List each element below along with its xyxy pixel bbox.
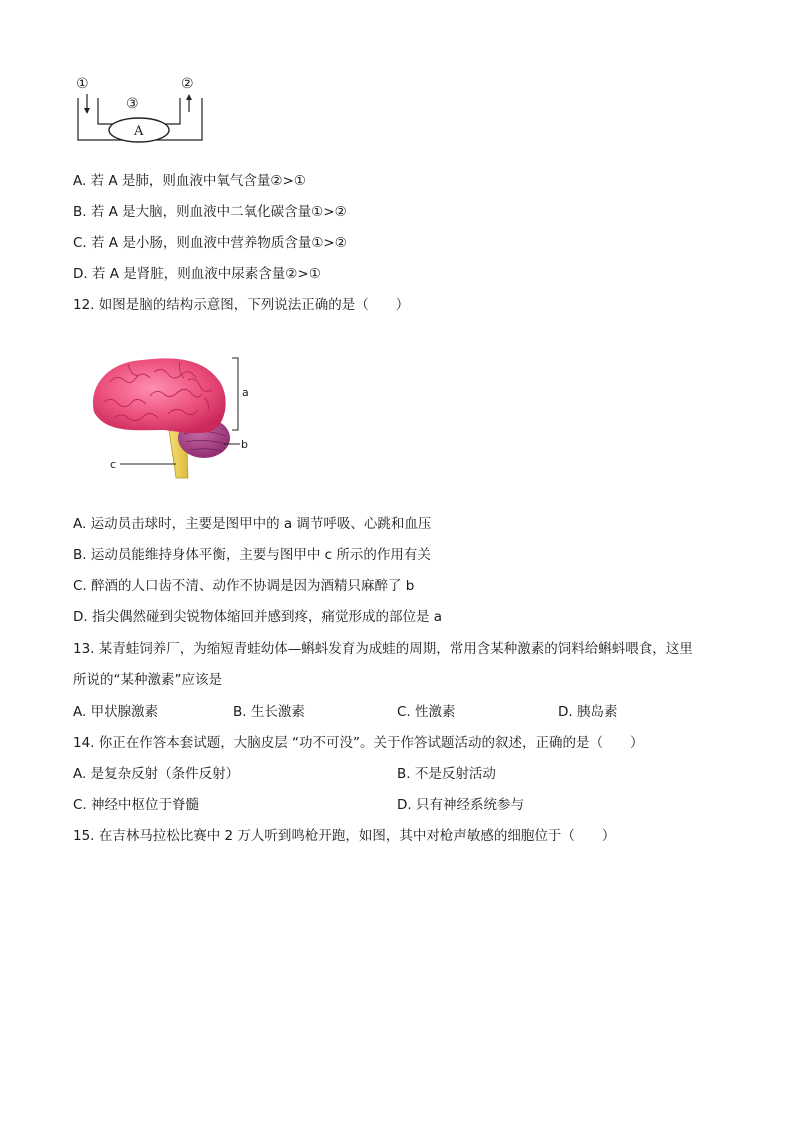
q11-option-d: D. 若 A 是肾脏，则血液中尿素含量②>①: [73, 266, 321, 282]
label-b: b: [241, 438, 248, 451]
label-3: ③: [126, 96, 139, 112]
q14-stem: 14. 你正在作答本套试题，大脑皮层 “功不可没”。关于作答试题活动的叙述，正确的是（ ）: [73, 735, 644, 751]
q13-option-c: C. 性激素: [397, 704, 456, 720]
q13-option-a: A. 甲状腺激素: [73, 704, 159, 720]
label-c: c: [110, 458, 117, 471]
q11-option-a: A. 若 A 是肺，则血液中氧气含量②>①: [73, 173, 306, 189]
q13-option-d: D. 胰岛素: [558, 704, 618, 720]
q12-option-d: D. 指尖偶然碰到尖锐物体缩回并感到疼，痛觉形成的部位是 a: [73, 609, 443, 625]
blood-flow-diagram: [74, 72, 214, 144]
label-a: a: [242, 386, 249, 399]
q12-stem: 12. 如图是脑的结构示意图，下列说法正确的是（ ）: [73, 297, 410, 313]
q14-option-d: D. 只有神经系统参与: [397, 797, 524, 813]
q14-option-a: A. 是复杂反射（条件反射）: [73, 766, 240, 782]
q11-option-c: C. 若 A 是小肠，则血液中营养物质含量①>②: [73, 235, 347, 251]
q14-option-b: B. 不是反射活动: [397, 766, 496, 782]
q12-option-b: B. 运动员能维持身体平衡，主要与图甲中 c 所示的作用有关: [73, 547, 431, 563]
q13-stem-line1: 13. 某青蛙饲养厂，为缩短青蛙幼体—蝌蚪发育为成蛙的周期，常用含某种激素的饲料给蝌蚪喂食，这里: [73, 641, 693, 657]
q14-option-c: C. 神经中枢位于脊髓: [73, 797, 200, 813]
brain-diagram: [84, 352, 264, 482]
label-A: A: [134, 124, 144, 139]
label-2: ②: [181, 76, 194, 92]
q12-option-a: A. 运动员击球时，主要是图甲中的 a 调节呼吸、心跳和血压: [73, 516, 432, 532]
label-1: ①: [76, 76, 89, 92]
q15-stem: 15. 在吉林马拉松比赛中 2 万人听到鸣枪开跑，如图，其中对枪声敏感的细胞位于（ ）: [73, 828, 616, 844]
q11-option-b: B. 若 A 是大脑，则血液中二氧化碳含量①>②: [73, 204, 347, 220]
q12-option-c: C. 醉酒的人口齿不清、动作不协调是因为酒精只麻醉了 b: [73, 578, 415, 594]
q13-option-b: B. 生长激素: [233, 704, 305, 720]
q13-stem-line2: 所说的“某种激素”应该是: [73, 672, 222, 688]
